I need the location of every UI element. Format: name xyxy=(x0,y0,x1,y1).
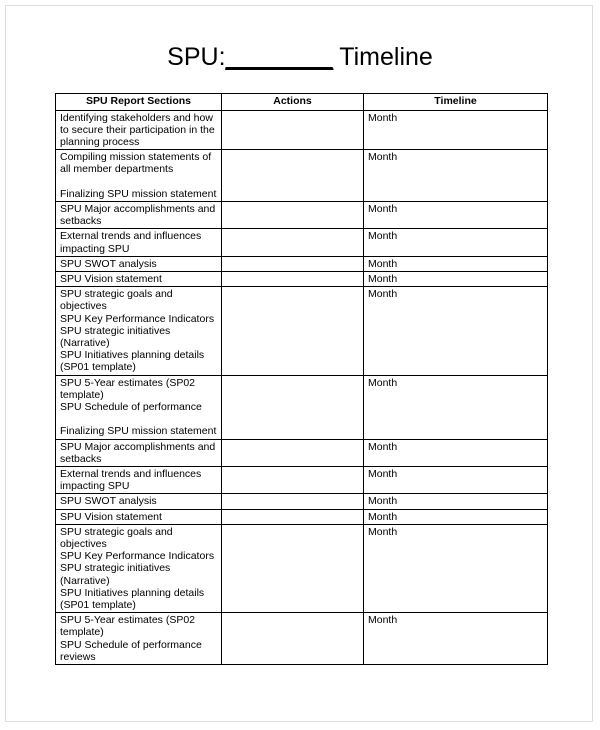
column-header-sections: SPU Report Sections xyxy=(56,94,222,111)
page-title-prefix: SPU: xyxy=(167,43,226,71)
cell-timeline[interactable]: Month xyxy=(364,439,548,466)
cell-actions[interactable] xyxy=(222,271,364,286)
cell-actions[interactable] xyxy=(222,524,364,612)
cell-line: SPU Initiatives planning details (SP01 template) xyxy=(60,349,208,374)
cell-sections xyxy=(56,466,222,493)
cell-line: SPU Vision statement xyxy=(60,510,162,523)
cell-sections xyxy=(56,439,222,466)
cell-timeline[interactable]: Month xyxy=(364,287,548,375)
cell-line: Identifying stakeholders and how to secure their participation in the planning process xyxy=(60,111,218,148)
cell-line: SPU Major accomplishments and setbacks xyxy=(60,440,219,465)
cell-line-blank xyxy=(60,176,218,188)
table-row xyxy=(56,150,548,202)
table-row xyxy=(56,509,548,524)
table-row xyxy=(56,466,548,493)
table-header-row xyxy=(56,94,548,111)
cell-sections xyxy=(56,150,222,202)
cell-sections xyxy=(56,494,222,509)
cell-line: SPU Major accomplishments and setbacks xyxy=(60,202,219,228)
page-title-suffix: Timeline xyxy=(332,43,433,71)
cell-timeline[interactable]: Month xyxy=(364,509,548,524)
cell-actions[interactable] xyxy=(222,375,364,439)
cell-sections xyxy=(56,287,222,375)
cell-actions[interactable] xyxy=(222,509,364,524)
cell-timeline[interactable]: Month xyxy=(364,110,548,150)
cell-line: SPU strategic initiatives (Narrative) xyxy=(60,562,174,587)
cell-timeline[interactable]: Month xyxy=(364,271,548,286)
cell-line: SPU Vision statement xyxy=(60,272,162,285)
cell-line: SPU strategic goals and objectives xyxy=(60,525,176,550)
cell-actions[interactable] xyxy=(222,494,364,509)
cell-actions[interactable] xyxy=(222,110,364,150)
cell-line: SPU Key Performance Indicators xyxy=(60,550,215,563)
table-row xyxy=(56,256,548,271)
table-row xyxy=(56,439,548,466)
column-header-actions: Actions xyxy=(222,94,364,111)
cell-sections xyxy=(56,229,222,256)
spu-timeline-table xyxy=(55,93,548,665)
cell-line: External trends and influences impacting SPU xyxy=(60,467,205,493)
cell-line: SPU 5-Year estimates (SP02 template) xyxy=(60,376,198,401)
cell-timeline[interactable]: Month xyxy=(364,150,548,202)
cell-sections xyxy=(56,375,222,439)
cell-line-blank xyxy=(60,413,218,425)
cell-sections xyxy=(56,256,222,271)
page-title xyxy=(6,42,594,72)
cell-actions[interactable] xyxy=(222,613,364,665)
table-row xyxy=(56,375,548,439)
cell-line: SPU SWOT analysis xyxy=(60,257,157,270)
cell-sections xyxy=(56,110,222,150)
cell-sections xyxy=(56,524,222,612)
cell-actions[interactable] xyxy=(222,256,364,271)
cell-line: SPU Schedule of performance reviews xyxy=(60,638,205,663)
cell-actions[interactable] xyxy=(222,201,364,228)
table-header xyxy=(56,94,548,111)
cell-actions[interactable] xyxy=(222,287,364,375)
cell-line: SPU Initiatives planning details (SP01 template) xyxy=(60,586,208,611)
cell-line: Finalizing SPU mission statement xyxy=(60,425,217,438)
cell-line: SPU 5-Year estimates (SP02 template) xyxy=(60,614,198,639)
cell-actions[interactable] xyxy=(222,466,364,493)
cell-timeline[interactable]: Month xyxy=(364,466,548,493)
table-row xyxy=(56,613,548,665)
cell-timeline[interactable]: Month xyxy=(364,375,548,439)
table-row xyxy=(56,229,548,256)
document-page xyxy=(5,5,593,722)
table-row xyxy=(56,110,548,150)
cell-timeline[interactable]: Month xyxy=(364,524,548,612)
table-row xyxy=(56,524,548,612)
cell-actions[interactable] xyxy=(222,439,364,466)
cell-line: SPU Key Performance Indicators xyxy=(60,312,215,325)
cell-line: SPU strategic goals and objectives xyxy=(60,288,176,313)
table-row xyxy=(56,271,548,286)
cell-line: SPU strategic initiatives (Narrative) xyxy=(60,324,174,349)
cell-sections xyxy=(56,201,222,228)
table-row xyxy=(56,494,548,509)
cell-timeline[interactable]: Month xyxy=(364,229,548,256)
column-header-timeline: Timeline xyxy=(364,94,548,111)
cell-line: SPU Schedule of performance xyxy=(60,400,202,413)
cell-line: Finalizing SPU mission statement xyxy=(60,187,217,200)
page-title-blank-field[interactable]: ________ xyxy=(225,43,333,71)
table-row xyxy=(56,287,548,375)
cell-line: Compiling mission statements of all member departments xyxy=(60,151,215,176)
cell-line: SPU SWOT analysis xyxy=(60,495,157,508)
table-body xyxy=(56,110,548,665)
cell-timeline[interactable]: Month xyxy=(364,613,548,665)
timeline-table-container xyxy=(55,93,547,665)
cell-actions[interactable] xyxy=(222,229,364,256)
cell-sections xyxy=(56,271,222,286)
cell-line: External trends and influences impacting SPU xyxy=(60,230,205,255)
cell-sections xyxy=(56,613,222,665)
cell-timeline[interactable]: Month xyxy=(364,201,548,228)
cell-sections xyxy=(56,509,222,524)
table-row xyxy=(56,201,548,228)
cell-actions[interactable] xyxy=(222,150,364,202)
cell-timeline[interactable]: Month xyxy=(364,256,548,271)
cell-timeline[interactable]: Month xyxy=(364,494,548,509)
